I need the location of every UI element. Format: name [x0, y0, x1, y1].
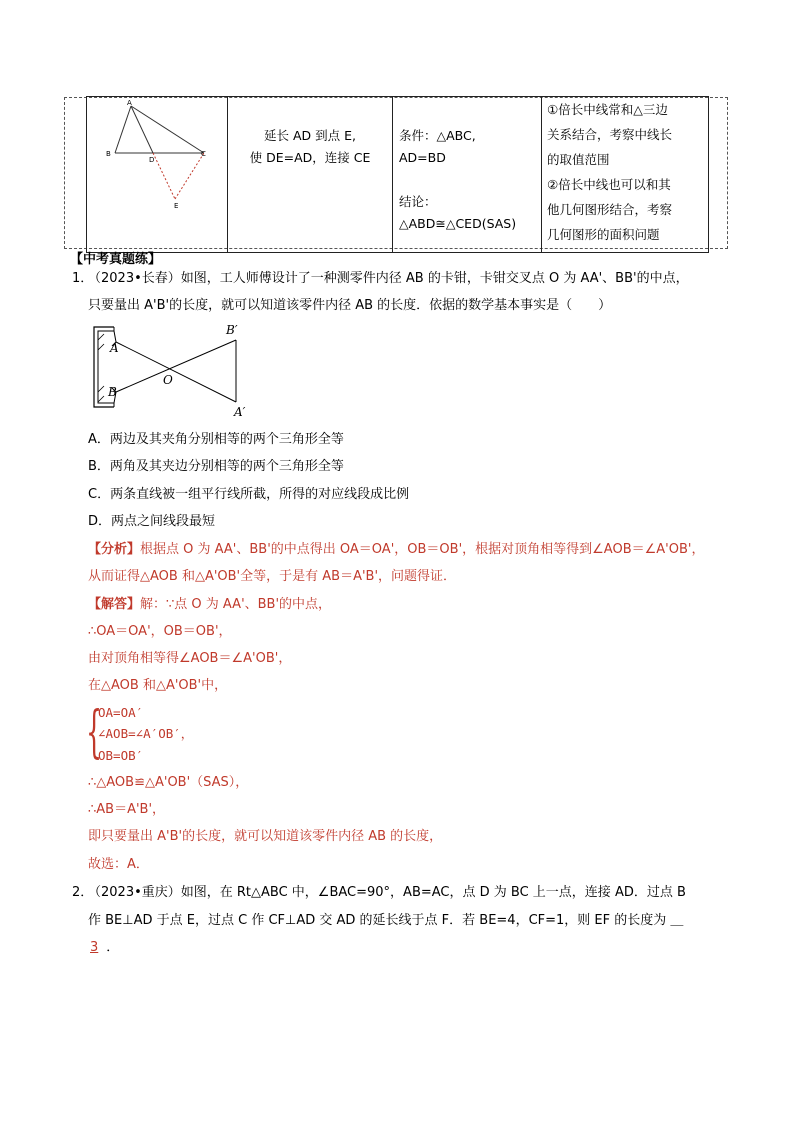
- condition-cell: [393, 97, 542, 253]
- q1-line-1: （2023•长春）如图，工人师傅设计了一种测零件内径 AB 的卡钳，卡钳交叉点 O 为 AA'、BB'的中点，: [88, 271, 689, 286]
- q1-option-c: C．两条直线被一组平行线所截，所得的对应线段成比例: [88, 487, 410, 502]
- note-line-5: 他几何图形结合，考察: [547, 202, 673, 217]
- caliper-figure: [86, 320, 262, 420]
- q2-line-2: 作 BE⊥AD 于点 E，过点 C 作 CF⊥AD 交 AD 的延长线于点 F．若 BE=4，CF=1，则 EF 的长度为 ＿: [88, 913, 684, 928]
- triangle-diagram: [87, 97, 227, 248]
- label-C: C: [201, 150, 206, 158]
- q2-line-1: （2023•重庆）如图，在 Rt△ABC 中，∠BAC=90°，AB=AC，点 D 为 BC 上一点，连接 AD．过点 B: [88, 885, 686, 900]
- q1-answer-line-8: 故选：A．: [88, 857, 149, 872]
- condition-line-2: AD=BD: [399, 150, 446, 165]
- analysis-tag: 【分析】: [88, 542, 141, 557]
- condition-line-1: 条件：△ABC,: [399, 128, 476, 143]
- note-line-6: 几何图形的面积问题: [547, 227, 660, 242]
- label-D: D: [149, 156, 155, 164]
- fig-label-B: B: [108, 385, 117, 399]
- q1-option-a: A．两边及其夹角分别相等的两个三角形全等: [88, 432, 344, 447]
- conclusion-label: 结论：: [399, 194, 437, 209]
- q2-number: 2．: [72, 885, 94, 900]
- q2-answer-line: [88, 939, 119, 957]
- method-line-1: 延长 AD 到点 E,: [264, 128, 356, 143]
- analysis-text-1: 根据点 O 为 AA'、BB'的中点得出 OA＝OA'，OB＝OB'，根据对顶角相等得到∠AOB＝∠A'OB'，: [140, 542, 705, 557]
- note-line-3: 的取值范围: [547, 152, 610, 167]
- q1-option-d: D．两点之间线段最短: [88, 514, 216, 529]
- system-line-2: ∠AOB=∠A′OB′，: [98, 726, 194, 741]
- q1-analysis-line-1: [88, 541, 704, 559]
- q1-answer-line-1: [88, 596, 331, 614]
- answer-text-1: 解：∵点 O 为 AA'、BB'的中点，: [140, 597, 332, 612]
- answer-tag: 【解答】: [88, 597, 141, 612]
- q1-option-b: B．两角及其夹边分别相等的两个三角形全等: [88, 459, 344, 474]
- system-brace: {: [86, 700, 103, 765]
- fig-label-A: A: [110, 341, 119, 355]
- q2-tail: ．: [106, 940, 120, 955]
- diagram-cell: [87, 97, 228, 253]
- conclusion-text: △ABD≅△CED(SAS): [399, 216, 517, 231]
- fig-label-A-prime: A′: [234, 405, 246, 419]
- q1-line-2: 只要量出 A'B'的长度，就可以知道该零件内径 AB 的长度．依据的数学基本事实是（ ）: [88, 298, 612, 313]
- section-title: 【中考真题练】: [70, 252, 162, 267]
- q1-answer-line-5: ∴△AOB≌△A'OB'（SAS），: [88, 775, 249, 790]
- q1-answer-line-7: 即只要量出 A'B'的长度，就可以知道该零件内径 AB 的长度，: [88, 829, 443, 844]
- q1-number: 1．: [72, 271, 94, 286]
- q1-answer-line-4: 在△AOB 和△A'OB'中，: [88, 678, 228, 693]
- note-line-4: ②倍长中线也可以和其: [547, 177, 671, 192]
- label-A: A: [127, 99, 132, 107]
- system-line-1: OA=OA′: [98, 705, 144, 720]
- system-line-3: OB=OB′: [98, 748, 144, 763]
- method-line-2: 使 DE=AD，连接 CE: [249, 150, 371, 165]
- notes-cell: [542, 97, 709, 253]
- q1-analysis-line-2: 从而证得△AOB 和△A'OB'全等，于是有 AB＝A'B'，问题得证．: [88, 569, 457, 584]
- fig-label-O: O: [163, 373, 173, 387]
- label-B: B: [106, 150, 111, 158]
- label-E: E: [174, 202, 179, 210]
- method-table: [86, 96, 709, 253]
- q2-answer: 3: [90, 940, 99, 955]
- fig-label-B-prime: B′: [226, 323, 238, 337]
- note-line-2: 关系结合，考察中线长: [547, 127, 673, 142]
- note-line-1: ①倍长中线常和△三边: [547, 102, 668, 117]
- q1-answer-line-2: ∴OA＝OA'，OB＝OB'，: [88, 624, 232, 639]
- method-cell: [228, 97, 393, 253]
- q1-answer-line-6: ∴AB＝A'B'，: [88, 802, 166, 817]
- q1-answer-line-3: 由对顶角相等得∠AOB＝∠A'OB'，: [88, 651, 292, 666]
